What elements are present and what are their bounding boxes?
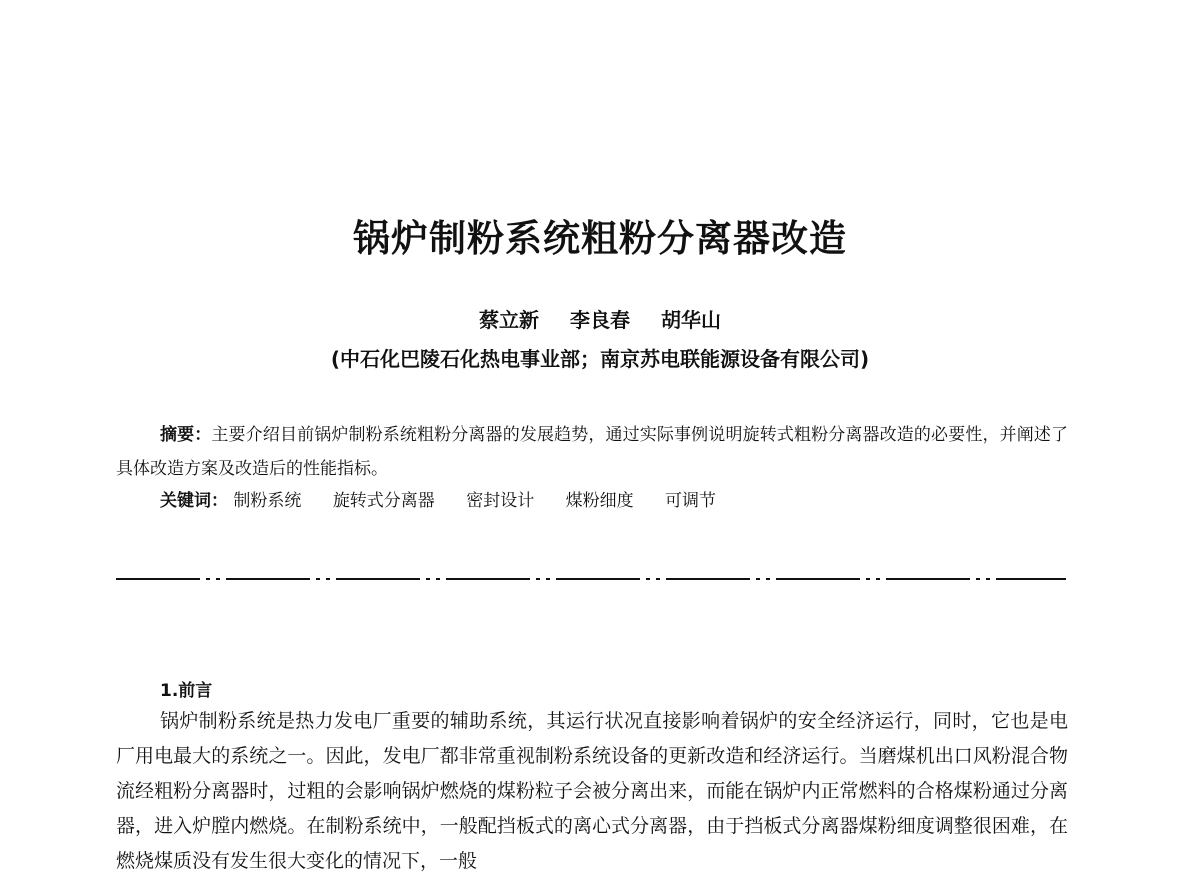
abstract-label: 摘要： [160,425,212,445]
keyword-item: 制粉系统 [233,491,302,511]
keyword-item: 可调节 [665,491,717,511]
keyword-item: 旋转式分离器 [332,491,435,511]
paper-title: 锅炉制粉系统粗粉分离器改造 [353,217,847,260]
abstract-text: 主要介绍目前锅炉制粉系统粗粉分离器的发展趋势，通过实际事例说明旋转式粗粉分离器改造的必要性，并阐述了具体改造方案及改造后的性能指标。 [116,425,1069,479]
section-heading: 1.前言 [160,681,213,701]
author-name: 李良春 [570,308,630,332]
body-paragraph: 锅炉制粉系统是热力发电厂重要的辅助系统，其运行状况直接影响着锅炉的安全经济运行，同时，它也是电厂用电最大的系统之一。因此，发电厂都非常重视制粉系统设备的更新改造和经济运行。当磨煤机出口风粉混合物流经粗粉分离器时，过粗的会影响锅炉燃烧的煤粉粒子会被分离出来，而能在锅炉内正常燃料的合格煤粉通过分离器，进入炉膛内燃烧。在制粉系统中，一般配挡板式的离心式分离器，由于挡板式分离器煤粉细度调整很困难，在燃烧煤质没有发生很大变化的情况下，一般 [116,710,1068,872]
keywords-label: 关键词： [160,491,228,511]
keyword-item: 煤粉细度 [565,491,634,511]
author-affiliation: (中石化巴陵石化热电事业部；南京苏电联能源设备有限公司) [330,347,870,371]
keywords [160,486,742,516]
author-list [0,304,1200,333]
section-divider [116,578,1066,580]
author-name: 胡华山 [660,308,721,332]
keyword-item: 密封设计 [466,491,535,511]
abstract [116,418,1068,486]
author-name: 蔡立新 [479,308,540,332]
